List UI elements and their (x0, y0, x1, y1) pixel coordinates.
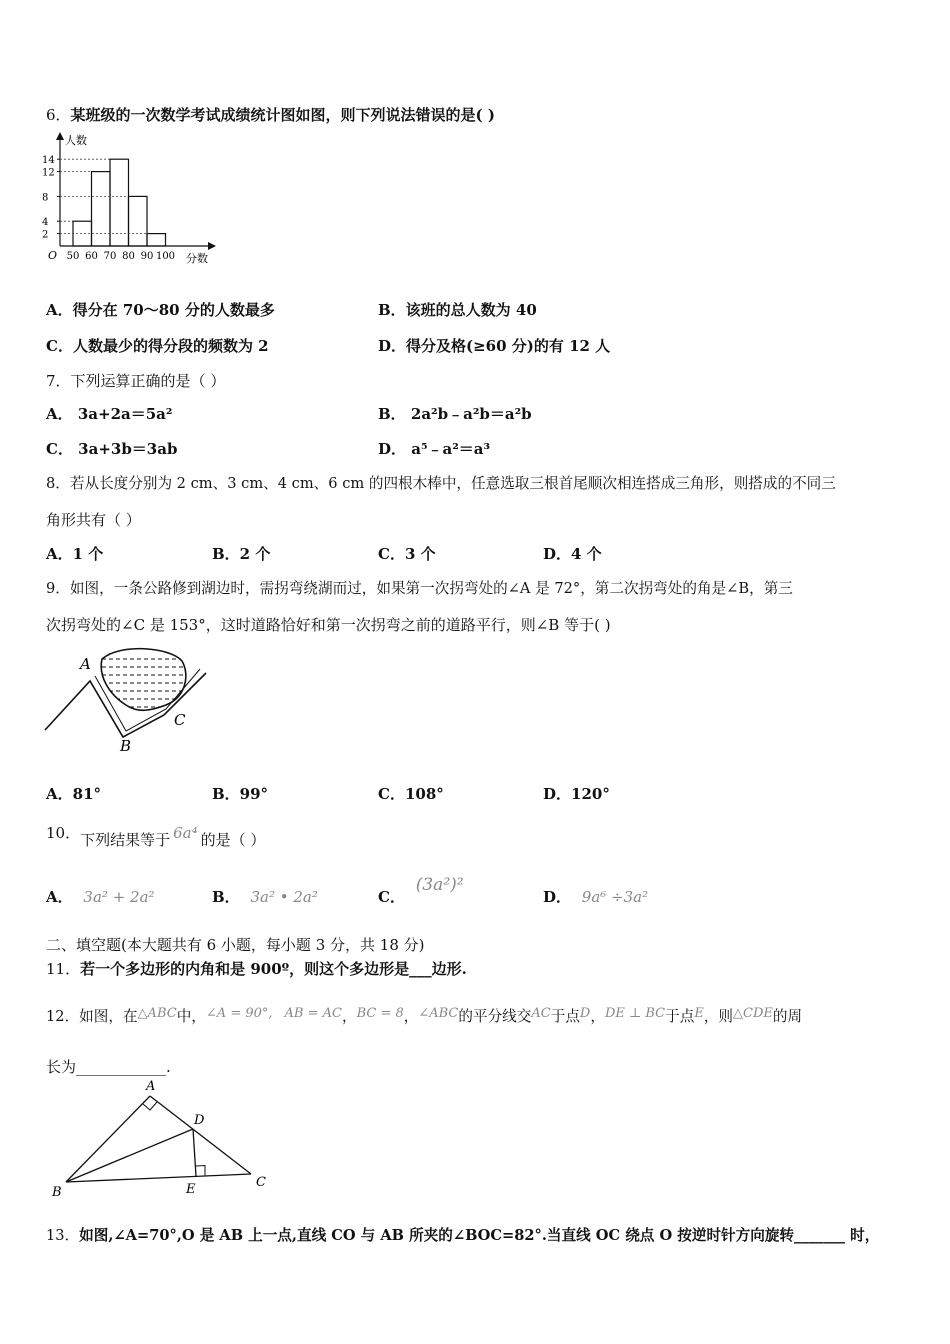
q10-option-d (543, 886, 648, 907)
side-bc (66, 1174, 251, 1182)
q12-text-3: ， (341, 1008, 357, 1025)
q10-stem (46, 822, 266, 849)
q12-ab-ac: AB = AC (284, 1006, 342, 1021)
q7-option-d: D． a⁵﹣a²＝a³ (378, 440, 491, 458)
histogram-bar (129, 196, 148, 246)
histogram-bar (92, 172, 111, 246)
histogram-plot (42, 132, 216, 265)
q7-option-c: C． 3a+3b＝3ab (46, 440, 178, 458)
side-ab (66, 1096, 150, 1182)
section-heading: 二、填空题(本大题共有 6 小题，每小题 3 分，共 18 分) (46, 936, 425, 954)
q12-point-e: E (694, 1006, 704, 1021)
q12-stem-line2: 长为____________. (46, 1058, 171, 1076)
histogram-bar (110, 159, 129, 246)
y-tick-label: 8 (42, 192, 49, 204)
q9-option-c: C．108° (378, 785, 444, 803)
q10-option-b-expr: 3a² • 2a² (250, 888, 318, 906)
q12-text-8: 于点 (665, 1008, 695, 1025)
q12-text-6: 于点 (550, 1008, 580, 1025)
q8-stem-line1 (46, 472, 836, 493)
q6-number: 6． (46, 106, 71, 124)
q10-option-c-label: C． (378, 888, 405, 906)
q11-number: 11． (46, 960, 81, 978)
histogram-chart (40, 132, 220, 270)
q9-number: 9． (46, 580, 70, 597)
q13-text: 如图,∠A=70°,O 是 AB 上一点,直线 CO 与 AB 所夹的∠BOC=82°.当直线 OC 绕点 O 按逆时针方向旋转_______ 时， (79, 1227, 880, 1244)
q9-text-1: 如图，一条公路修到湖边时，需拐弯绕湖而过，如果第一次拐弯处的∠A 是 72°，第二次拐弯处的角是∠B，第三 (69, 580, 793, 597)
x-tick-label: 60 (85, 251, 98, 262)
q9-option-b: B．99° (212, 785, 269, 803)
q8-stem-line2: 角形共有（ ） (46, 511, 141, 529)
label-a: A (146, 1079, 156, 1094)
origin-label: O (48, 249, 58, 262)
label-e: E (186, 1182, 196, 1197)
lake-road-figure (40, 645, 220, 757)
q12-text-5: 的平分线交 (458, 1008, 532, 1025)
q12-text-7: ， (590, 1008, 605, 1025)
q8-option-d: D．4 个 (543, 545, 602, 563)
q12-point-d: D (579, 1006, 591, 1021)
y-tick-label: 12 (42, 167, 55, 179)
q12-text-2: 中， (176, 1008, 206, 1025)
q13-number: 13． (46, 1227, 80, 1244)
q7-stem (46, 370, 225, 391)
y-tick-label: 14 (42, 155, 55, 167)
q10-option-c-expr: (3a²)² (415, 875, 464, 895)
q6-option-d: D．得分及格(≥60 分)的有 12 人 (378, 337, 611, 355)
bisector-bd (66, 1129, 193, 1182)
q10-text-pre: 下列结果等于 (80, 831, 171, 849)
x-tick-label: 50 (66, 251, 80, 262)
q8-text-1: 若从长度分别为 2 cm、3 cm、4 cm、6 cm 的四根木棒中，任意选取三根首尾顺次相连搭成三角形，则搭成的不同三 (69, 475, 836, 492)
label-c: C (256, 1175, 266, 1190)
q10-expression: 6a⁴ (173, 824, 198, 842)
q11-stem (46, 958, 467, 979)
q12-de-perp-bc: DE ⊥ BC (604, 1006, 666, 1021)
q6-option-a: A．得分在 70～80 分的人数最多 (46, 301, 275, 319)
y-axis-title: 人数 (65, 134, 87, 147)
q8-option-c: C．3 个 (378, 545, 436, 563)
q12-angle-abc: ∠ABC (418, 1006, 459, 1021)
q7-number: 7． (46, 372, 71, 390)
q12-text-1: 如图，在 (79, 1008, 138, 1025)
q12-text-4: ， (403, 1008, 419, 1025)
x-tick-label: 90 (140, 251, 154, 262)
q10-option-d-expr: 9a⁶ ÷3a² (581, 888, 649, 906)
q12-triangle-abc: △ABC (137, 1006, 177, 1021)
q10-number: 10． (46, 824, 81, 842)
q10-option-a-expr: 3a² + 2a² (83, 888, 155, 906)
q8-option-a: A．1 个 (46, 545, 104, 563)
y-axis-arrow (56, 132, 64, 140)
right-angle-a (143, 1102, 157, 1110)
label-b: B (120, 737, 132, 755)
q11-text: 若一个多边形的内角和是 900º，则这个多边形是___边形. (80, 960, 467, 978)
q12-text-10: 的周 (772, 1008, 803, 1025)
q6-option-b: B．该班的总人数为 40 (378, 301, 537, 319)
q12-stem-line1 (46, 1005, 802, 1026)
q8-number: 8． (46, 475, 70, 492)
q7-text: 下列运算正确的是（ ） (70, 372, 226, 390)
q13-stem (46, 1224, 879, 1245)
q12-ac: AC (531, 1006, 551, 1021)
q12-number: 12． (46, 1008, 80, 1025)
q10-option-a (46, 886, 155, 907)
x-axis-title: 分数 (186, 252, 208, 265)
q8-option-b: B．2 个 (212, 545, 271, 563)
q6-stem (46, 104, 495, 125)
q10-option-c (378, 874, 464, 906)
q6-text: 某班级的一次数学考试成绩统计图如图，则下列说法错误的是( ) (70, 106, 495, 124)
x-axis-arrow (208, 242, 216, 250)
q7-option-b: B． 2a²b﹣a²b＝a²b (378, 405, 532, 423)
perpendicular-de (193, 1129, 196, 1176)
label-a: A (80, 655, 91, 673)
q6-option-c: C．人数最少的得分段的频数为 2 (46, 337, 269, 355)
x-tick-label: 100 (155, 251, 176, 262)
side-ac (150, 1096, 251, 1174)
label-b: B (52, 1185, 62, 1200)
q12-angle-a: ∠A = 90°, (205, 1006, 273, 1021)
lake-outline (101, 649, 186, 711)
q9-stem-line1 (46, 577, 793, 598)
histogram-bar (147, 234, 166, 246)
y-tick-label: 2 (42, 229, 49, 241)
q10-text-post: 的是（ ） (200, 831, 266, 849)
q12-text-9: ，则 (703, 1008, 734, 1025)
q10-option-b (212, 886, 318, 907)
q9-option-a: A．81° (46, 785, 102, 803)
right-angle-e (196, 1166, 205, 1176)
q12-triangle-cde: △CDE (733, 1006, 773, 1021)
label-d: D (194, 1113, 205, 1128)
q12-bc: BC = 8 (356, 1006, 404, 1021)
q9-stem-line2: 次拐弯处的∠C 是 153°，这时道路恰好和第一次拐弯之前的道路平行，则∠B 等于( ) (46, 616, 611, 634)
q10-option-b-label: B． (212, 888, 240, 906)
q10-option-d-label: D． (543, 888, 572, 906)
x-tick-label: 70 (103, 251, 117, 262)
q7-option-a: A． 3a+2a＝5a² (46, 405, 173, 423)
q10-option-a-label: A． (46, 888, 73, 906)
q9-option-d: D．120° (543, 785, 610, 803)
y-tick-label: 4 (42, 217, 49, 229)
label-c: C (174, 711, 186, 729)
x-tick-label: 80 (122, 251, 135, 262)
triangle-figure (46, 1078, 286, 1208)
